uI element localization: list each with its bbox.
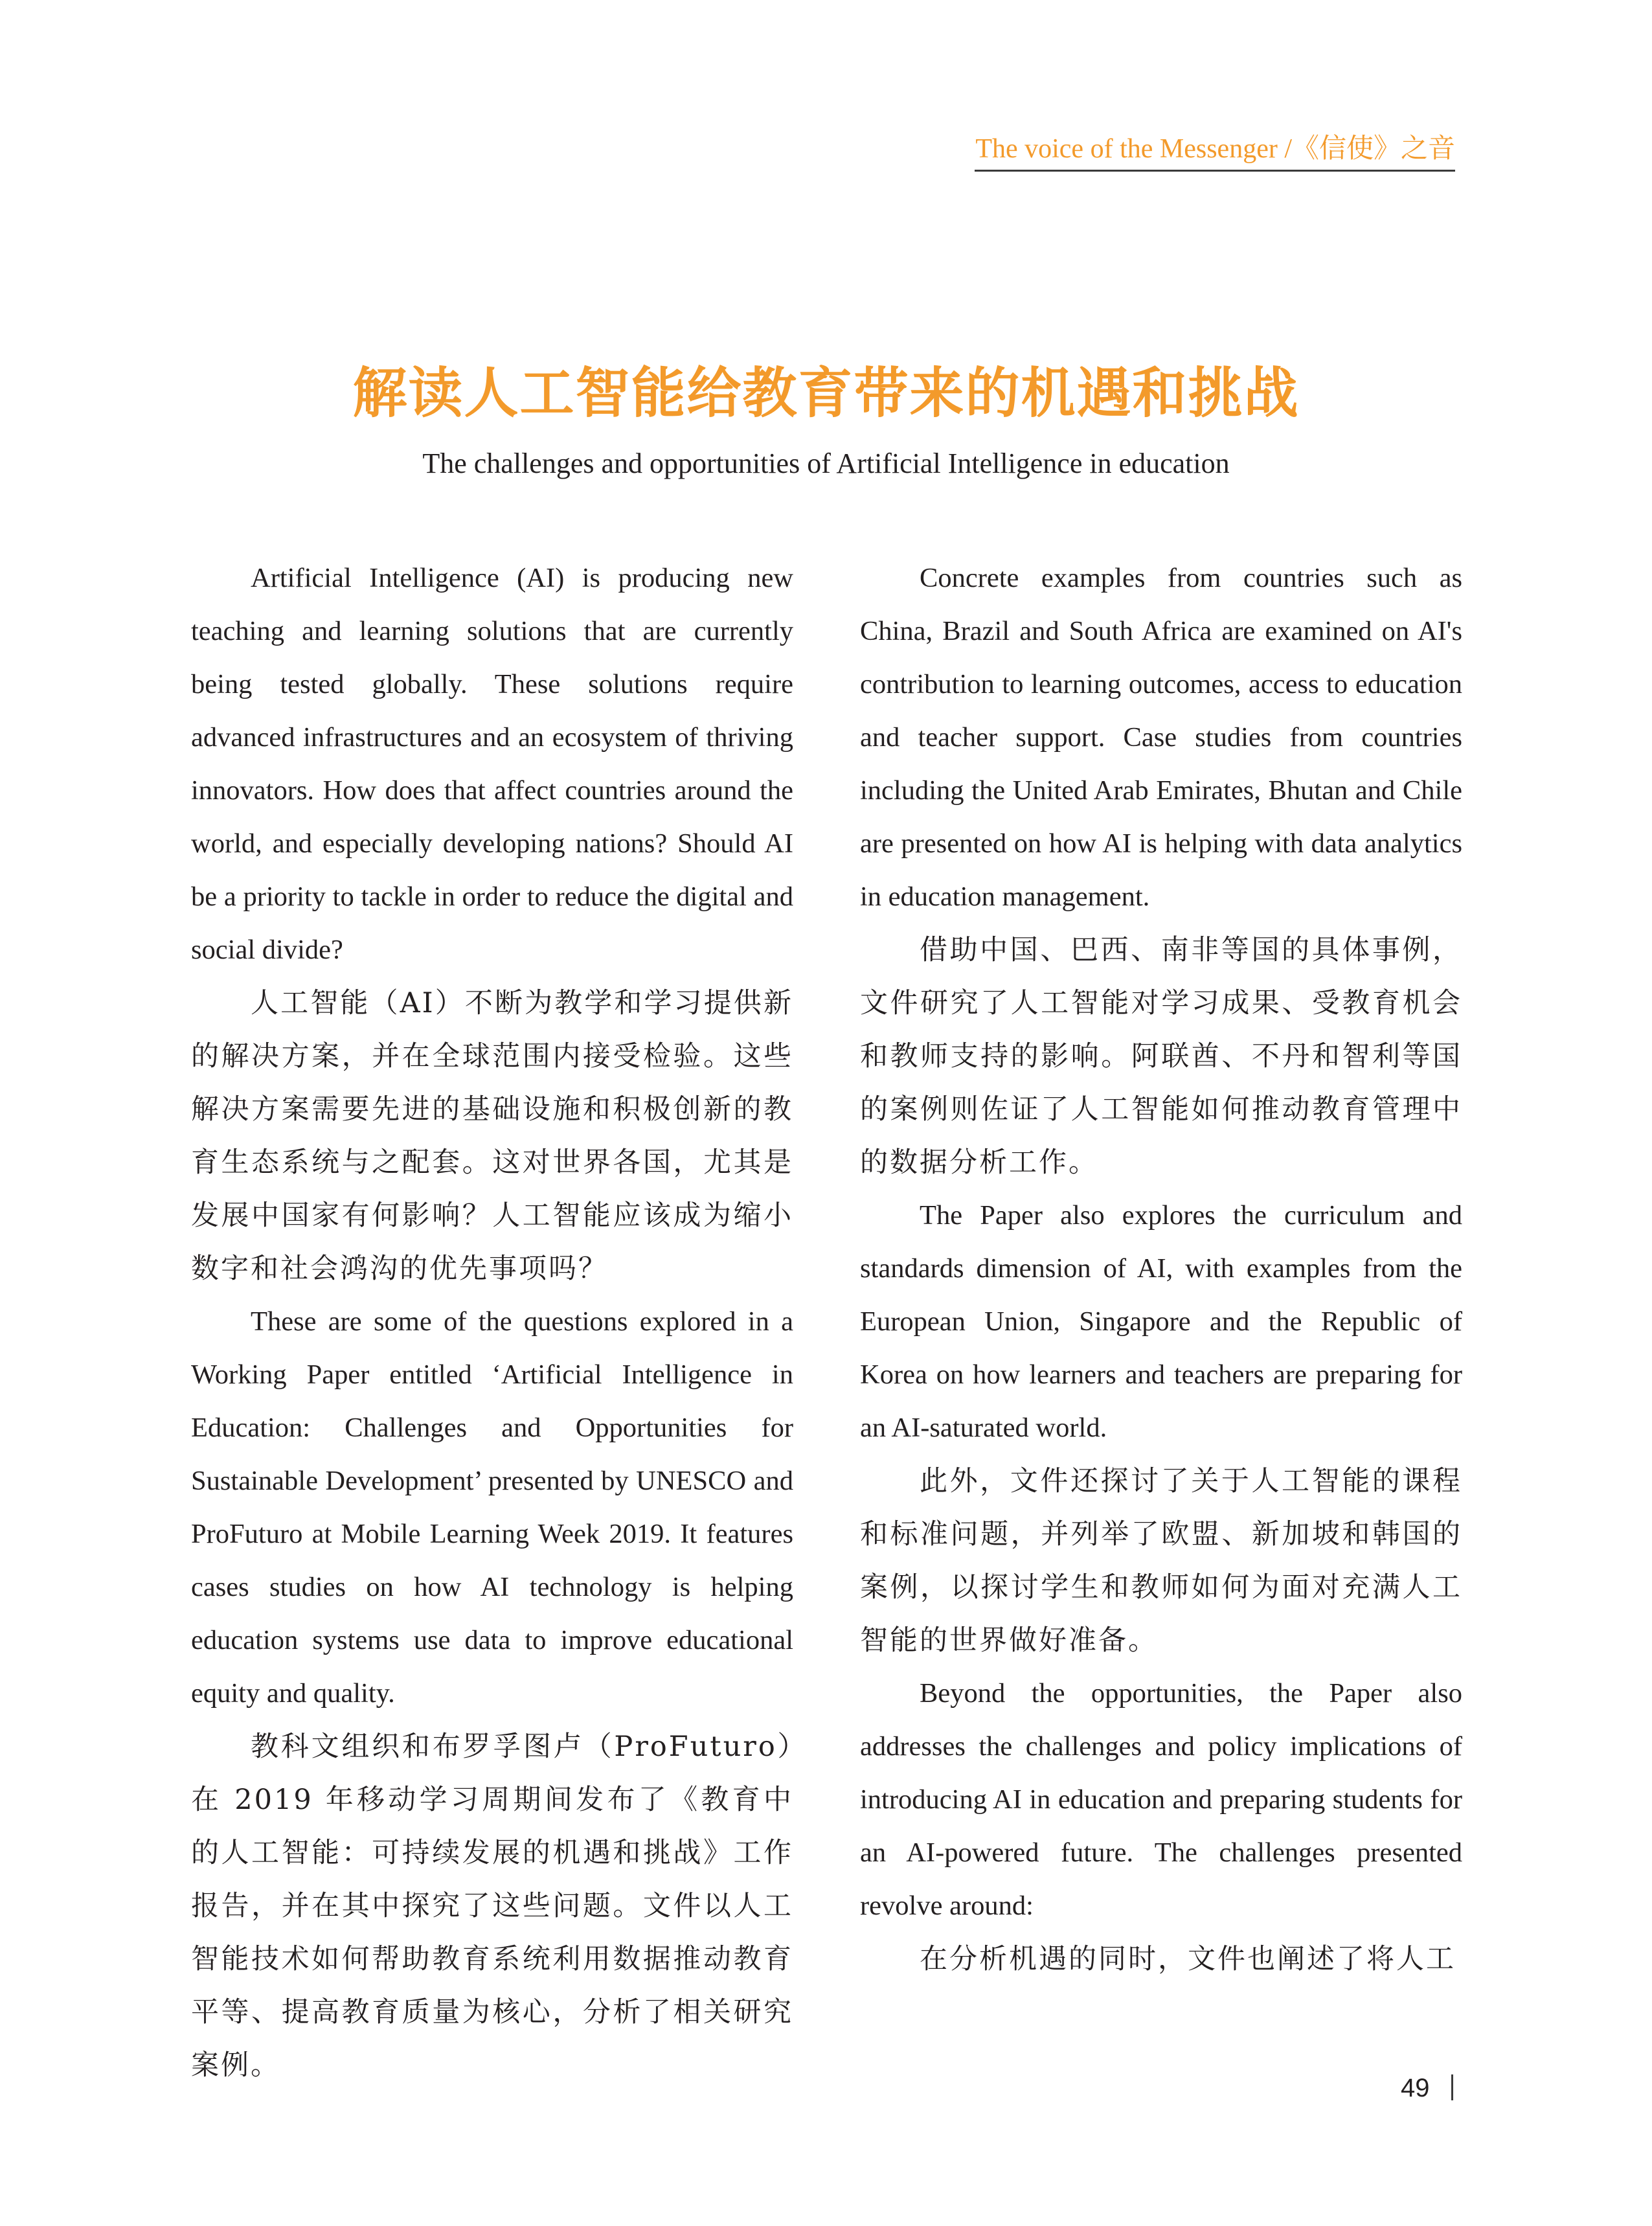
page-number-divider <box>1451 2074 1453 2100</box>
paragraph: Artificial Intelligence (AI) is producing new teaching and learning solutions that are currently being tested globally. These solutions require advanced infrastructures and an ecosystem of thriving innovators. How does that affect countries around the world, and especially developing nations? Should AI be a priority to tackle in order to reduce the digital and social divide? <box>191 563 793 965</box>
right-column <box>860 552 1462 1986</box>
left-column <box>191 552 793 2092</box>
paragraph: Concrete examples from countries such as China, Brazil and South Africa are examined on AI's contribution to learning outcomes, access to education and teacher support. Case studies from countries including the United Arab Emirates, Bhutan and Chile are presented on how AI is helping with data analytics in education management. <box>860 563 1462 912</box>
paragraph: 在分析机遇的同时，文件也阐述了将人工 <box>920 1943 1456 1975</box>
paragraph: Beyond the opportunities, the Paper also addresses the challenges and policy implications of introducing AI in education and preparing students for an AI-powered future. The challenges presented revolve around: <box>860 1678 1462 1921</box>
running-header <box>975 124 1455 172</box>
paragraph: 借助中国、巴西、南非等国的具体事例，文件研究了人工智能对学习成果、受教育机会和教师支持的影响。阿联酋、不丹和智利等国的案例则佐证了人工智能如何推动教育管理中的数据分析工作。 <box>860 934 1462 1179</box>
paragraph: The Paper also explores the curriculum and standards dimension of AI, with examples from the European Union, Singapore and the Republic of Korea on how learners and teachers are preparing for an AI-saturated world. <box>860 1200 1462 1443</box>
paragraph: 此外，文件还探讨了关于人工智能的课程和标准问题，并列举了欧盟、新加坡和韩国的案例，以探讨学生和教师如何为面对充满人工智能的世界做好准备。 <box>860 1465 1462 1657</box>
article-title-zh: 解读人工智能给教育带来的机遇和挑战 <box>352 361 1300 425</box>
page-number: 49 <box>1401 2074 1430 2102</box>
article-title-en: The challenges and opportunities of Artificial Intelligence in education <box>422 448 1230 479</box>
paragraph: 人工智能（AI）不断为教学和学习提供新的解决方案，并在全球范围内接受检验。这些解决方案需要先进的基础设施和积极创新的教育生态系统与之配套。这对世界各国，尤其是发展中国家有何影响？人工智能应该成为缩小数字和社会鸿沟的优先事项吗？ <box>191 987 793 1285</box>
paragraph: 教科文组织和布罗孚图卢（ProFuturo）在 2019 年移动学习周期间发布了《教育中的人工智能：可持续发展的机遇和挑战》工作报告，并在其中探究了这些问题。文件以人工智能技术如何帮助教育系统利用数据推动教育平等、提高教育质量为核心，分析了相关研究案例。 <box>191 1731 793 2082</box>
section-label: The voice of the Messenger /《信使》之音 <box>975 134 1455 164</box>
paragraph: These are some of the questions explored in a Working Paper entitled ‘Artificial Intelligence in Education: Challenges and Opportunities for Sustainable Development’ presented by UNESCO and ProFuturo at Mobile Learning Week 2019. It features cases studies on how AI technology is helping education systems use data to improve educational equity and quality. <box>191 1306 793 1709</box>
